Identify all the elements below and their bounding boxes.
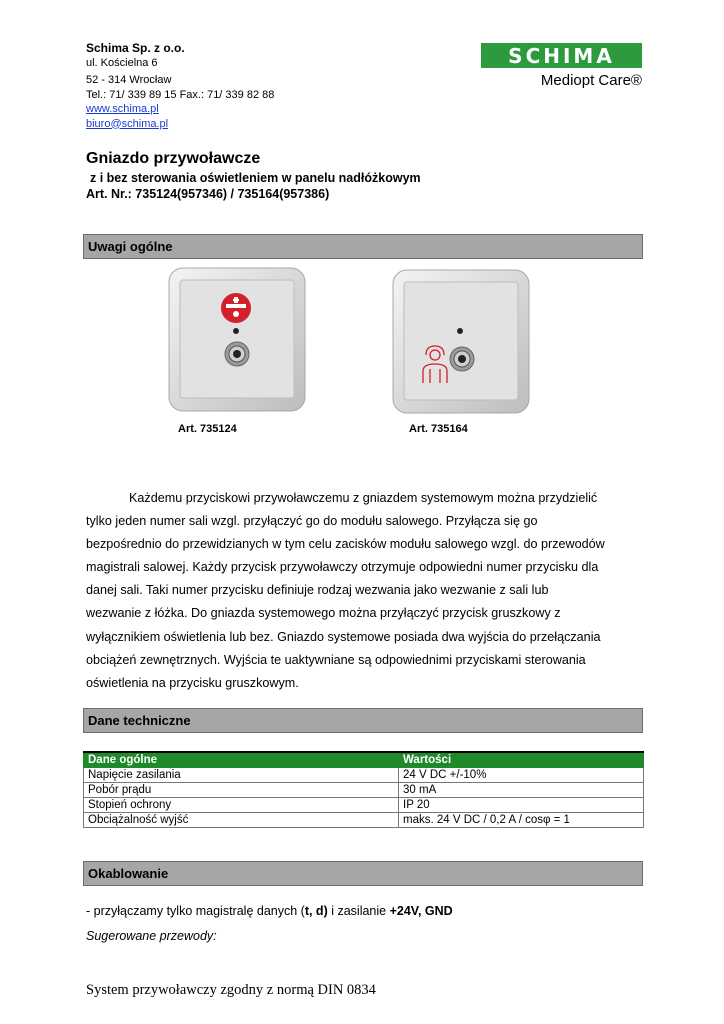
spec-value: IP 20	[399, 798, 644, 813]
document-subtitle	[86, 170, 421, 202]
subtitle-line: z i bez sterowania oświetleniem w panelu nadłóżkowym	[90, 171, 421, 185]
table-row	[84, 813, 644, 828]
spec-value: 24 V DC +/-10%	[399, 768, 644, 783]
company-phone: Tel.: 71/ 339 89 15 Fax.: 71/ 339 82 88	[86, 88, 275, 101]
spec-label: Stopień ochrony	[84, 798, 399, 813]
section-technical-title: Dane techniczne	[88, 713, 191, 728]
company-email-link[interactable]: biuro@schima.pl	[86, 117, 169, 130]
product-caption-735124: Art. 735124	[178, 423, 237, 435]
description-line: magistrali salowej. Każdy przycisk przywoławczy otrzymuje odpowiedni numer przycisku dla	[86, 560, 599, 575]
spec-value: maks. 24 V DC / 0,2 A / cosφ = 1	[399, 813, 644, 828]
company-street: ul. Kościelna 6	[86, 56, 158, 69]
spec-table-header	[84, 752, 644, 768]
spec-value: 30 mA	[399, 783, 644, 798]
cabling-data-bus: t, d)	[304, 904, 328, 918]
company-name: Schima Sp. z o.o.	[86, 41, 185, 55]
description-line: wezwanie z łóżka. Do gniazda systemowego można przyłączyć przycisk gruszkowy z	[86, 606, 561, 621]
company-info	[86, 41, 274, 131]
spec-label: Napięcie zasilania	[84, 768, 399, 783]
cabling-prefix: - przyłączamy tylko magistralę danych (	[86, 904, 305, 918]
table-row	[84, 768, 644, 783]
cabling-middle: i zasilanie	[327, 904, 390, 918]
spec-table	[83, 751, 644, 828]
cabling-power: +24V, GND	[389, 904, 453, 918]
document-title: Gniazdo przywoławcze	[86, 150, 261, 167]
table-row	[84, 798, 644, 813]
logo-text: SCHIMA	[508, 43, 615, 68]
section-cabling-header	[83, 861, 643, 886]
red-call-button-icon	[221, 293, 251, 323]
section-general-header	[83, 234, 643, 259]
product-caption-735164: Art. 735164	[409, 423, 468, 435]
description-line: Każdemu przyciskowi przywoławczemu z gniazdem systemowym można przydzielić	[129, 491, 598, 505]
table-row	[84, 783, 644, 798]
device-image-735124	[168, 267, 306, 412]
company-website-link[interactable]: www.schima.pl	[86, 103, 159, 115]
spec-header-cell: Dane ogólne	[84, 752, 399, 768]
section-general-title: Uwagi ogólne	[88, 239, 173, 254]
spec-label: Obciążalność wyjść	[84, 813, 399, 828]
suggested-cables: Sugerowane przewody:	[86, 929, 217, 943]
spec-header-cell: Wartości	[399, 752, 644, 768]
company-city: 52 - 314 Wrocław	[86, 74, 172, 86]
section-technical-header	[83, 708, 643, 733]
description-line: oświetlenia na przycisku gruszkowym.	[86, 675, 299, 690]
description-line: tylko jeden numer sali wzgl. przyłączyć go do modułu salowego. Przyłącza się go	[86, 514, 538, 529]
description-line: wyłącznikiem oświetlenia lub bez. Gniazdo systemowe posiada dwa wyjścia do przełączania	[86, 629, 601, 644]
spec-label: Pobór prądu	[84, 783, 399, 798]
logo-tagline: Mediopt Care®	[540, 72, 642, 89]
section-cabling-title: Okablowanie	[88, 866, 169, 881]
description-line: bezpośrednio do przewidzianych w tym celu zacisków modułu salowego wzgl. do przewodów	[86, 537, 605, 552]
schima-logo	[481, 43, 642, 68]
description-paragraph	[86, 487, 646, 695]
device-image-735164	[392, 269, 530, 414]
description-line: obciążeń zewnętrznych. Wyjścia te uaktywniane są odpowiednimi przyciskami sterowania	[86, 652, 586, 667]
page-footer: System przywoławczy zgodny z normą DIN 0834	[86, 982, 376, 998]
art-numbers: Art. Nr.: 735124(957346) / 735164(957386)	[86, 187, 330, 201]
description-line: danej sali. Taki numer przycisku definiuje rodzaj wezwania jako wezwanie z sali lub	[86, 583, 549, 598]
cabling-text	[86, 904, 453, 918]
